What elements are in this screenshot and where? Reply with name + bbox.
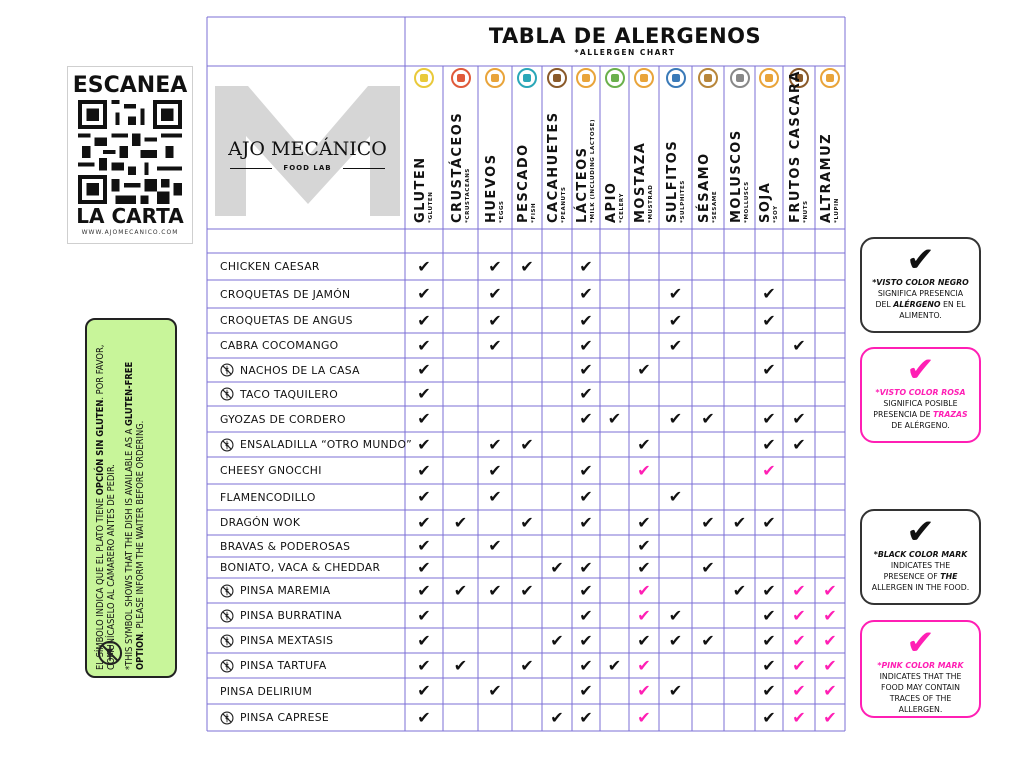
pink-check-icon: ✔ (823, 681, 837, 700)
column-label-main: PESCADO (516, 143, 531, 223)
gluten-free-icon (220, 363, 234, 377)
black-check-icon: ✔ (417, 409, 431, 428)
dish-row (220, 683, 312, 699)
pink-check-icon: ✔ (792, 707, 806, 727)
dish-name: PINSA MAREMIA (240, 584, 331, 597)
black-check-icon: ✔ (417, 580, 431, 600)
column-label-main: FRUTOS CASCARA (788, 70, 803, 223)
dish-name: TACO TAQUILERO (240, 387, 338, 401)
pink-check-icon: ✔ (792, 681, 806, 700)
pink-check-icon: ✔ (823, 655, 837, 675)
black-check-icon: ✔ (417, 655, 431, 675)
column-header-10 (692, 66, 724, 226)
black-check-icon: ✔ (792, 434, 806, 454)
black-check-icon: ✔ (488, 580, 502, 600)
pink-check-icon: ✔ (762, 460, 776, 480)
legend-line: ALIMENTO. (899, 311, 942, 320)
column-label (485, 153, 506, 223)
dish-name: DRAGÓN WOK (220, 516, 301, 529)
black-check-icon: ✔ (579, 360, 593, 379)
brand-subtitle: FOOD LAB (230, 164, 385, 172)
black-check-icon: ✔ (579, 580, 593, 600)
black-check-icon: ✔ (417, 310, 431, 330)
note-es-pre: EL SÍMBOLO INDICA QUE EL PLATO TIENE (95, 495, 106, 670)
sulphites-icon (666, 68, 686, 88)
pink-check-icon: ✔ (823, 605, 837, 625)
black-check-icon: ✔ (579, 557, 593, 577)
legend-title: *VISTO COLOR NEGRO (872, 278, 969, 287)
black-check-icon: ✔ (579, 630, 593, 650)
pink-check-icon: ✔ (792, 655, 806, 675)
black-check-icon: ✔ (417, 536, 431, 555)
black-check-icon: ✔ (701, 630, 715, 650)
black-check-icon: ✔ (637, 536, 651, 555)
shell-icon (730, 68, 750, 88)
black-check-icon: ✔ (488, 460, 502, 480)
black-check-icon: ✔ (550, 630, 564, 650)
black-check-icon: ✔ (668, 310, 683, 330)
column-label-translation: *CELERY (618, 192, 625, 223)
black-check-icon: ✔ (417, 284, 431, 303)
dish-row (220, 386, 338, 402)
dish-row (220, 658, 327, 674)
dish-name: PINSA CAPRESE (240, 711, 329, 724)
dish-row (220, 437, 412, 453)
legend-line: INDICATES THAT THE (879, 672, 962, 681)
dish-row (220, 286, 350, 302)
dish-name: CABRA COCOMANGO (220, 339, 339, 352)
dish-name: FLAMENCODILLO (220, 490, 316, 504)
dish-name: CHICKEN CAESAR (220, 260, 320, 273)
column-label-translation: *SULPHITES (679, 180, 686, 223)
check-icon: ✔ (906, 623, 935, 663)
black-check-icon: ✔ (488, 310, 502, 330)
black-check-icon: ✔ (579, 460, 593, 480)
column-label (789, 70, 810, 223)
black-check-icon: ✔ (550, 557, 564, 577)
brand-name: AJO MECÁNICO (228, 138, 387, 160)
black-check-icon: ✔ (762, 580, 776, 600)
black-check-icon: ✔ (579, 487, 593, 506)
black-check-icon: ✔ (607, 655, 622, 675)
legend-line: INDICATES THE (890, 561, 951, 570)
column-label-main: SULFITOS (664, 139, 680, 223)
column-label (698, 152, 719, 223)
fish-icon (517, 68, 537, 88)
column-header-3 (478, 66, 512, 226)
black-check-icon: ✔ (453, 655, 468, 675)
column-label (576, 119, 597, 223)
black-check-icon: ✔ (762, 360, 776, 379)
column-label-translation: *GLUTEN (428, 191, 434, 223)
column-label-translation: *PEANUTS (561, 186, 567, 223)
column-header-5 (542, 66, 572, 226)
legend-line: PRESENCIA DE (873, 410, 934, 419)
pink-check-icon: ✔ (637, 681, 651, 700)
column-label (451, 112, 472, 223)
legend-line: SIGNIFICA POSIBLE (883, 399, 958, 408)
column-label-main: MOSTAZA (633, 141, 648, 223)
black-check-icon: ✔ (417, 605, 431, 625)
black-check-icon: ✔ (520, 512, 534, 532)
black-check-icon: ✔ (488, 335, 502, 355)
dish-name: CHEESY GNOCCHI (220, 464, 322, 477)
dish-name: BRAVAS & PODEROSAS (220, 539, 351, 553)
shrimp-icon (451, 68, 471, 88)
gluten-free-note-text (95, 330, 153, 670)
pink-check-icon: ✔ (823, 580, 837, 600)
column-label (517, 143, 538, 223)
pink-check-icon: ✔ (823, 630, 837, 650)
black-check-icon: ✔ (417, 335, 431, 355)
black-check-icon: ✔ (579, 409, 593, 428)
dish-name: NACHOS DE LA CASA (240, 363, 360, 377)
page-subtitle: *ALLERGEN CHART (574, 48, 676, 57)
dish-row (220, 463, 322, 479)
pink-check-icon: ✔ (823, 707, 837, 727)
legend-line: DE ALÉRGENO. (891, 421, 950, 430)
pink-check-icon: ✔ (637, 580, 651, 600)
black-check-icon: ✔ (520, 256, 534, 276)
column-label-main: SOJA (758, 181, 773, 223)
note-es-bold: OPCIÓN SIN GLUTEN (95, 399, 106, 496)
black-check-icon: ✔ (637, 434, 651, 454)
legend-pink-en (860, 620, 981, 718)
column-label-translation: *FISH (531, 202, 537, 223)
check-icon: ✔ (906, 350, 935, 390)
black-check-icon: ✔ (701, 557, 715, 577)
black-check-icon: ✔ (488, 681, 502, 700)
column-label (634, 142, 655, 223)
black-check-icon: ✔ (417, 707, 431, 727)
black-check-icon: ✔ (417, 487, 431, 506)
black-check-icon: ✔ (417, 512, 431, 532)
black-check-icon: ✔ (668, 284, 683, 303)
black-check-icon: ✔ (637, 360, 651, 379)
black-check-icon: ✔ (668, 630, 683, 650)
column-label-translation: *CRUSTACEANS (464, 168, 471, 223)
black-check-icon: ✔ (520, 434, 534, 454)
dish-row (220, 633, 333, 649)
black-check-icon: ✔ (417, 434, 431, 454)
pink-check-icon: ✔ (637, 460, 651, 480)
lupin-icon (820, 68, 840, 88)
dish-row (220, 411, 346, 427)
black-check-icon: ✔ (579, 655, 593, 675)
column-label (547, 111, 568, 223)
dish-row (220, 313, 353, 329)
black-check-icon: ✔ (550, 707, 564, 727)
black-check-icon: ✔ (732, 580, 747, 600)
legend-pink-es (860, 347, 981, 443)
dish-row (220, 560, 380, 576)
mustard-icon (634, 68, 654, 88)
black-check-icon: ✔ (668, 409, 683, 428)
column-label-translation: *MILK (INCLUDING LACTOSE) (590, 118, 596, 223)
black-check-icon: ✔ (488, 256, 502, 276)
dish-row (220, 489, 316, 505)
qr-top-text: ESCANEA (72, 73, 188, 98)
column-label-translation: *SESAME (712, 190, 718, 223)
column-header-1 (405, 66, 443, 226)
black-check-icon: ✔ (668, 681, 683, 700)
black-check-icon: ✔ (417, 460, 431, 480)
gluten-free-icon (220, 659, 234, 673)
column-label-translation: *NUTS (803, 200, 809, 223)
column-label-translation: *MUSTRAD (648, 184, 654, 223)
pink-check-icon: ✔ (637, 605, 651, 625)
black-check-icon: ✔ (762, 605, 776, 625)
dish-row (220, 583, 330, 599)
check-icon: ✔ (906, 240, 935, 280)
legend-line: EN EL (940, 300, 966, 309)
black-check-icon: ✔ (762, 655, 776, 675)
qr-bottom-text: LA CARTA (76, 204, 184, 228)
legend-title: *PINK COLOR MARK (877, 661, 964, 670)
dish-name: PINSA TARTUFA (240, 659, 327, 672)
note-en-post: . PLEASE INFORM THE WAITER BEFORE ORDERING. (135, 420, 146, 634)
dish-row (220, 710, 329, 726)
legend-line: FOOD MAY CONTAIN (881, 683, 960, 692)
column-header-13 (783, 66, 815, 226)
column-header-9 (659, 66, 692, 226)
black-check-icon: ✔ (579, 335, 593, 355)
black-check-icon: ✔ (637, 630, 651, 650)
black-check-icon: ✔ (701, 512, 715, 532)
column-header-6 (572, 66, 600, 226)
black-check-icon: ✔ (701, 409, 715, 428)
black-check-icon: ✔ (762, 512, 776, 532)
black-check-icon: ✔ (607, 409, 622, 428)
black-check-icon: ✔ (488, 487, 502, 506)
wheat-icon (414, 68, 434, 88)
column-label-translation: *MOLLUSCS (743, 181, 750, 223)
note-es-post: . POR FAVOR, COMUNÍCASELO AL CAMARERO ANTES DE PEDIR. (95, 344, 117, 670)
black-check-icon: ✔ (637, 557, 651, 577)
black-check-icon: ✔ (762, 409, 776, 428)
black-check-icon: ✔ (417, 681, 431, 700)
black-check-icon: ✔ (579, 310, 593, 330)
gluten-free-icon (220, 584, 234, 598)
column-label (820, 133, 841, 223)
sesame-icon (698, 68, 718, 88)
dish-name: PINSA DELIRIUM (220, 684, 313, 698)
egg-icon (485, 68, 505, 88)
black-check-icon: ✔ (637, 512, 651, 532)
black-check-icon: ✔ (579, 284, 593, 303)
dish-row (220, 608, 342, 624)
gluten-free-note (85, 318, 177, 678)
gluten-free-icon (220, 711, 234, 725)
column-label-main: MOLUSCOS (728, 129, 744, 223)
peanut-icon (547, 68, 567, 88)
dish-name: PINSA MEXTASIS (240, 634, 334, 647)
black-check-icon: ✔ (453, 512, 468, 532)
column-label-main: GLUTEN (413, 156, 428, 223)
dish-name: BONIATO, VACA & CHEDDAR (220, 561, 381, 574)
pink-check-icon: ✔ (792, 630, 806, 650)
celery-icon (605, 68, 625, 88)
pink-check-icon: ✔ (637, 655, 651, 675)
legend-line: DEL (875, 300, 894, 309)
dish-name: ENSALADILLA “OTRO MUNDO” (240, 438, 413, 451)
dish-name: GYOZAS DE CORDERO (220, 412, 346, 426)
note-en-bold: GLUTEN-FREE OPTION (124, 361, 146, 670)
legend-line: TRACES OF THE ALLERGEN. (889, 694, 952, 714)
black-check-icon: ✔ (520, 655, 534, 675)
black-check-icon: ✔ (792, 335, 806, 355)
page-title: TABLA DE ALERGENOS (488, 24, 762, 48)
black-check-icon: ✔ (579, 512, 593, 532)
gluten-free-icon (97, 640, 123, 666)
legend-black-en (860, 509, 981, 605)
check-icon: ✔ (906, 512, 935, 552)
column-header-8 (629, 66, 659, 226)
legend-emph: ALÉRGENO (893, 300, 941, 309)
column-label-main: CACAHUETES (546, 111, 561, 223)
black-check-icon: ✔ (417, 557, 431, 577)
black-check-icon: ✔ (453, 580, 468, 600)
legend-title: *VISTO COLOR ROSA (875, 388, 966, 397)
column-label (666, 140, 687, 223)
black-check-icon: ✔ (488, 536, 502, 555)
gluten-free-icon (220, 609, 234, 623)
dish-row (220, 338, 338, 354)
website-url: WWW.AJOMECANICO.COM (81, 229, 179, 236)
black-check-icon: ✔ (762, 284, 776, 303)
black-check-icon: ✔ (488, 434, 502, 454)
pink-check-icon: ✔ (792, 580, 806, 600)
black-check-icon: ✔ (668, 605, 683, 625)
dish-name: CROQUETAS DE ANGUS (220, 314, 353, 327)
black-check-icon: ✔ (762, 707, 776, 727)
black-check-icon: ✔ (417, 256, 431, 276)
column-label-main: HUEVOS (484, 153, 499, 223)
black-check-icon: ✔ (579, 707, 593, 727)
dish-row (220, 515, 300, 531)
black-check-icon: ✔ (417, 360, 431, 379)
column-label (730, 129, 751, 223)
column-header-11 (724, 66, 755, 226)
black-check-icon: ✔ (579, 605, 593, 625)
black-check-icon: ✔ (579, 384, 593, 403)
legend-line: SIGNIFICA PRESENCIA (877, 289, 964, 298)
black-check-icon: ✔ (762, 681, 776, 700)
black-check-icon: ✔ (792, 409, 806, 428)
black-check-icon: ✔ (668, 487, 683, 506)
pink-check-icon: ✔ (792, 605, 806, 625)
black-check-icon: ✔ (417, 384, 431, 403)
dish-name: CROQUETAS DE JAMÓN (220, 287, 351, 301)
note-en-pre: *THIS SYMBOL SHOWS THAT THE DISH IS AVAILABLE AS A (124, 425, 135, 670)
column-label (605, 182, 626, 223)
column-label-main: CRUSTÁCEOS (449, 111, 465, 223)
column-label-main: ALTRAMUZ (819, 132, 834, 223)
black-check-icon: ✔ (579, 256, 593, 276)
black-check-icon: ✔ (762, 310, 776, 330)
gluten-free-icon (220, 634, 234, 648)
column-header-7 (600, 66, 629, 226)
black-check-icon: ✔ (668, 335, 683, 355)
legend-title: *BLACK COLOR MARK (873, 550, 968, 559)
column-label-main: LÁCTEOS (575, 146, 590, 223)
dish-row (220, 538, 350, 554)
black-check-icon: ✔ (417, 630, 431, 650)
column-label-main: SÉSAMO (697, 152, 712, 223)
dish-name: PINSA BURRATINA (240, 609, 342, 622)
legend-emph: THE (940, 572, 958, 581)
black-check-icon: ✔ (488, 284, 502, 303)
column-label (414, 156, 435, 223)
column-header-4 (512, 66, 542, 226)
pink-check-icon: ✔ (637, 707, 651, 727)
black-check-icon: ✔ (520, 580, 534, 600)
legend-line: PRESENCE OF (883, 572, 941, 581)
milk-icon (576, 68, 596, 88)
soy-icon (759, 68, 779, 88)
black-check-icon: ✔ (732, 512, 747, 532)
gluten-free-icon (220, 438, 234, 452)
black-check-icon: ✔ (762, 630, 776, 650)
column-label-translation: *LUPIN (834, 198, 840, 223)
column-header-2 (443, 66, 478, 226)
dish-row (220, 362, 360, 378)
legend-black-es (860, 237, 981, 333)
column-header-14 (815, 66, 845, 226)
legend-emph: TRAZAS (933, 410, 968, 419)
black-check-icon: ✔ (579, 681, 593, 700)
column-header-12 (755, 66, 783, 226)
gluten-free-icon (220, 387, 234, 401)
column-label (759, 182, 780, 223)
column-label-translation: *EGGS (499, 200, 505, 223)
black-check-icon: ✔ (762, 434, 776, 454)
legend-line: ALLERGEN IN THE FOOD. (871, 583, 970, 592)
column-label-main: APIO (603, 181, 619, 223)
dish-row (220, 259, 320, 275)
column-label-translation: *SOY (773, 205, 779, 223)
